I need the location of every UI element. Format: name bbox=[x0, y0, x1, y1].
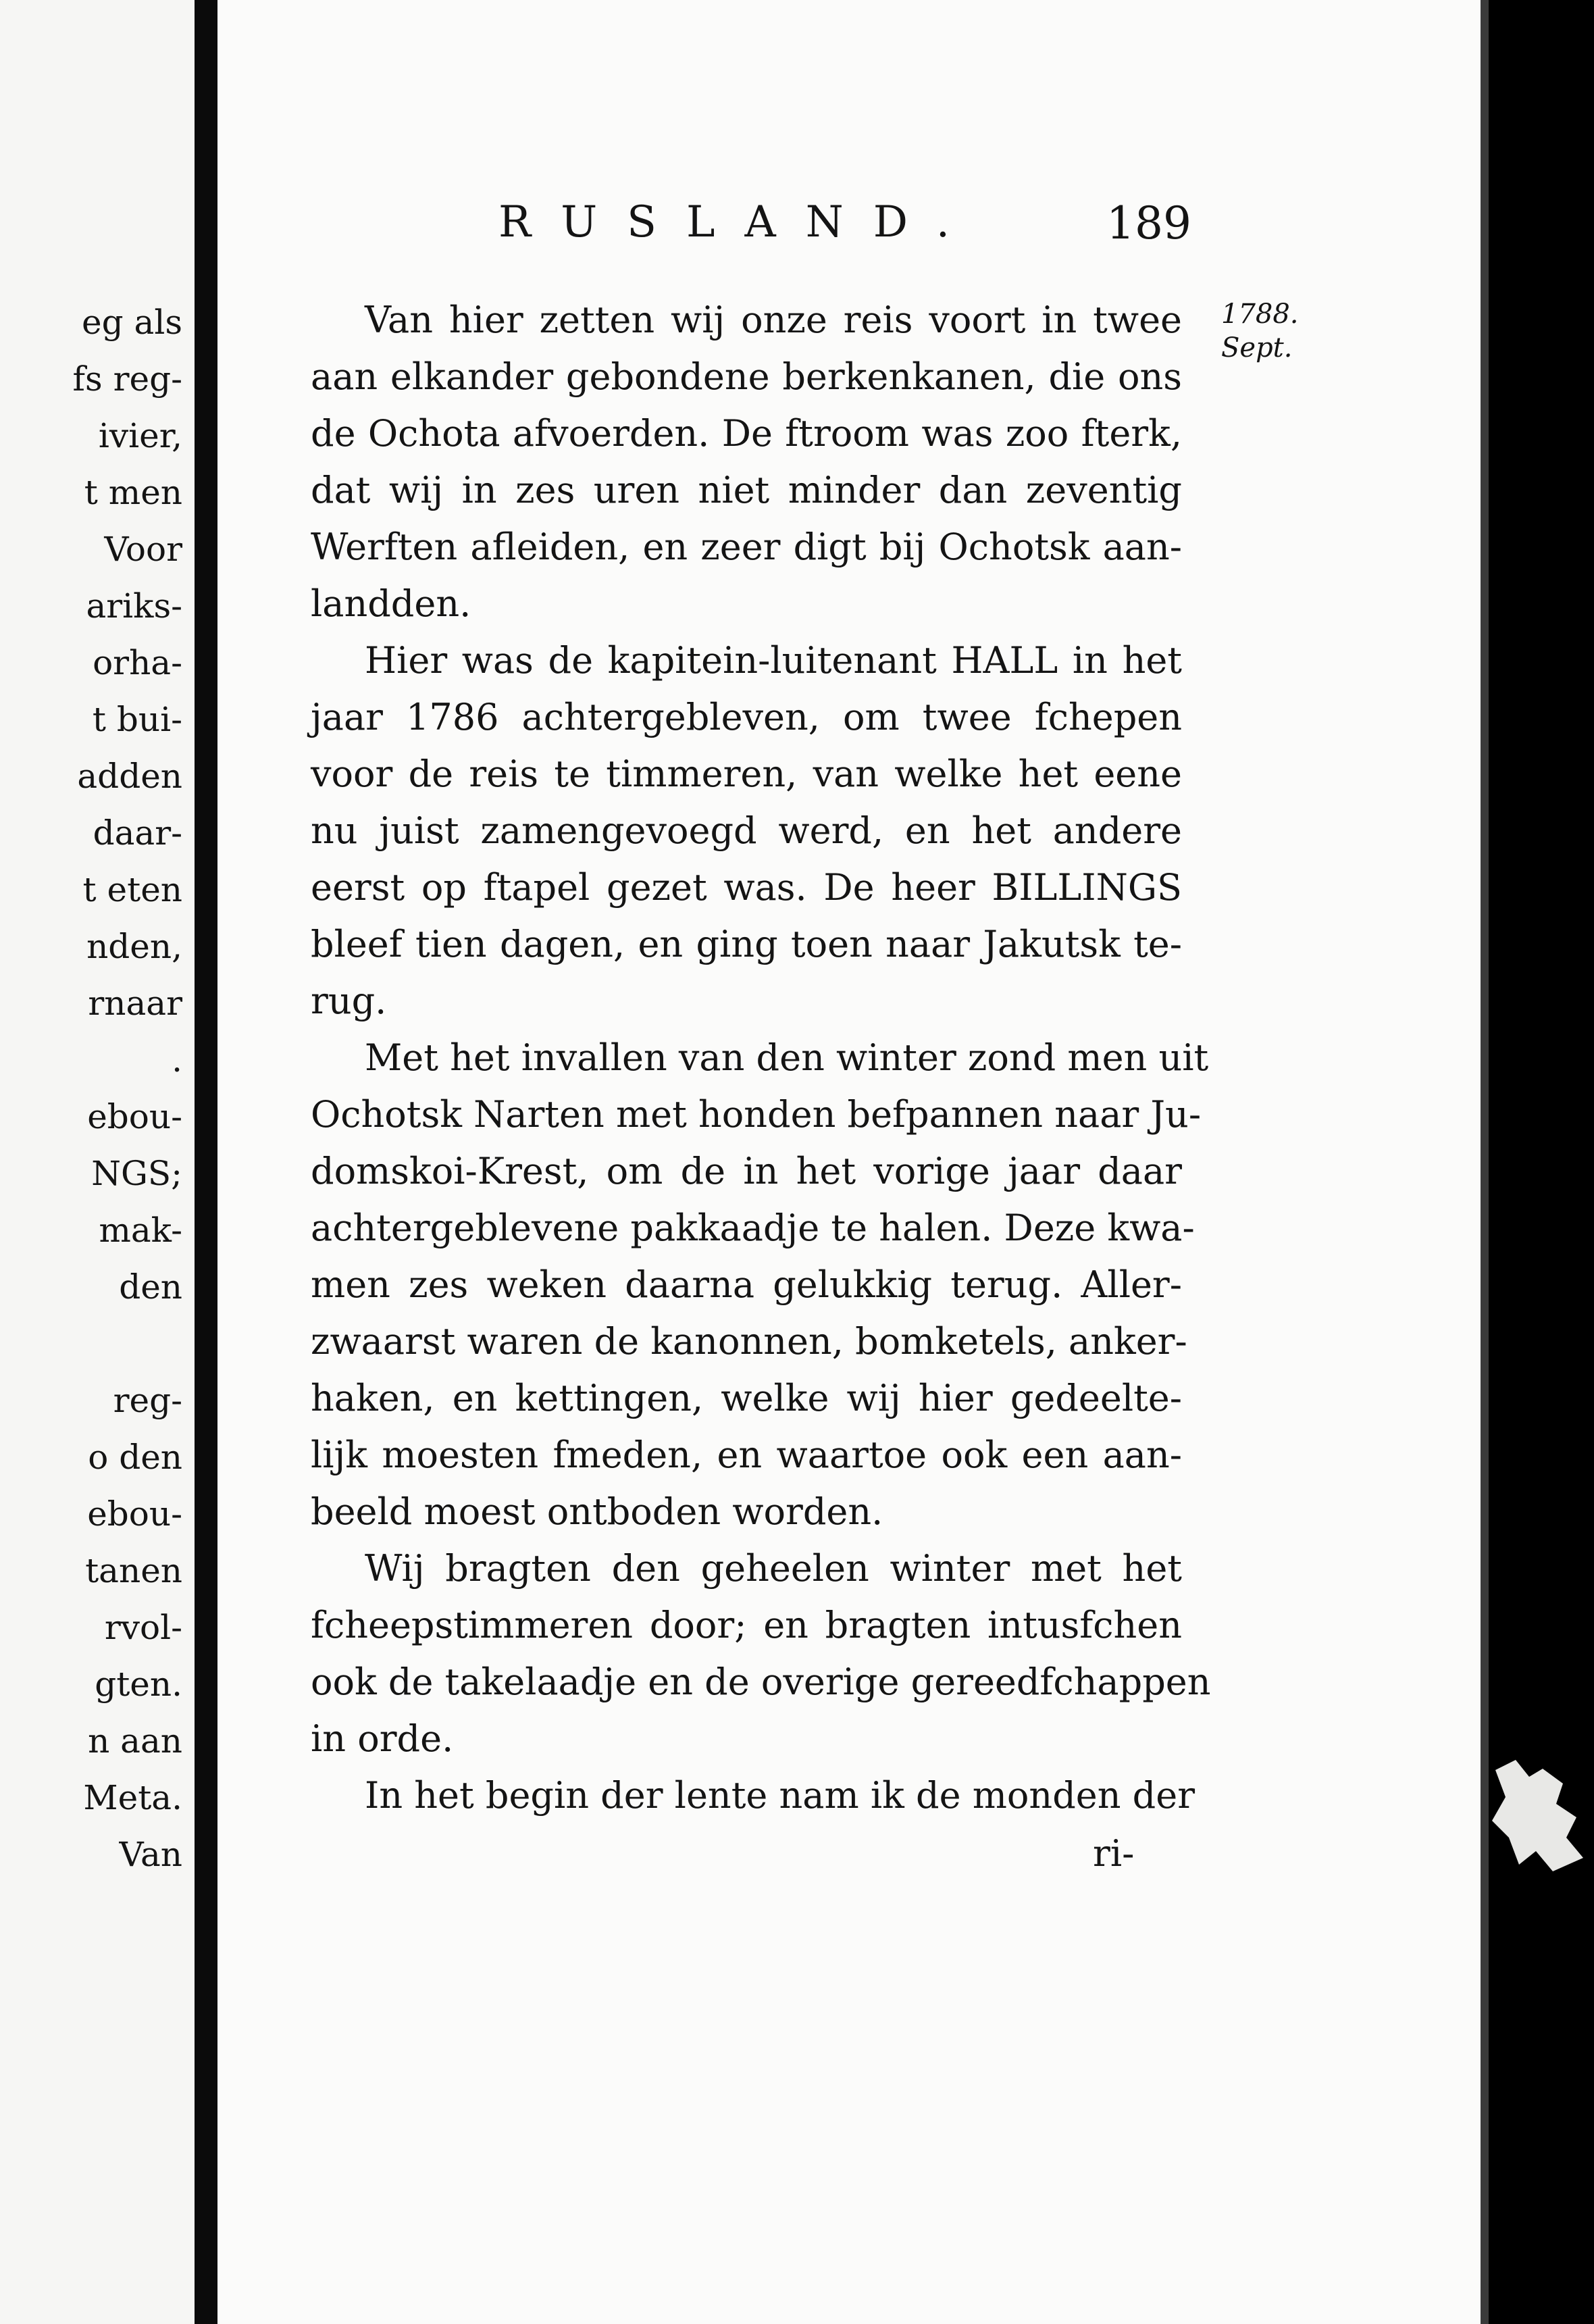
page-number: 189 bbox=[1106, 197, 1191, 249]
prev-page-line: t men bbox=[84, 473, 182, 512]
text-line: rug. bbox=[311, 980, 387, 1022]
text-line: landden. bbox=[311, 582, 471, 625]
text-line: Van hier zetten wij onze reis voort in twee bbox=[365, 299, 1182, 341]
text-line: Werften afleiden, en zeer digt bij Ochotsk aan- bbox=[311, 526, 1182, 568]
text-line: aan elkander gebondene berkenkanen, die ons bbox=[311, 355, 1182, 398]
text-line: Hier was de kapitein-luitenant HALL in het bbox=[365, 639, 1182, 682]
text-line: jaar 1786 achtergebleven, om twee fchepen bbox=[311, 696, 1182, 738]
prev-page-line: Van bbox=[119, 1835, 182, 1874]
text-line: beeld moest ontboden worden. bbox=[311, 1490, 883, 1533]
page-edge-shadow bbox=[1481, 0, 1489, 2324]
text-line: dat wij in zes uren niet minder dan zeventig bbox=[311, 469, 1182, 511]
prev-page-line: mak- bbox=[99, 1211, 182, 1250]
prev-page-line: rnaar bbox=[88, 984, 182, 1023]
prev-page-line: o den bbox=[88, 1438, 182, 1477]
prev-page-line: orha- bbox=[93, 643, 182, 682]
prev-page-line: fs reg- bbox=[72, 359, 182, 399]
prev-page-line: ivier, bbox=[98, 416, 182, 455]
text-line: ook de takelaadje en de overige gereedfchappen bbox=[311, 1661, 1211, 1703]
margin-date-note bbox=[1221, 297, 1299, 365]
text-line: Wij bragten den geheelen winter met het bbox=[365, 1547, 1182, 1590]
running-title: RUSLAND. bbox=[498, 197, 980, 247]
text-line: bleef tien dagen, en ging toen naar Jakutsk te- bbox=[311, 923, 1182, 965]
prev-page-line: Voor bbox=[104, 530, 182, 569]
prev-page-line: t bui- bbox=[92, 700, 182, 739]
prev-page-line: rvol- bbox=[104, 1608, 182, 1647]
body-text bbox=[311, 292, 1211, 1824]
prev-page-line: ebou- bbox=[87, 1097, 182, 1136]
margin-note-year: 1788. bbox=[1221, 299, 1299, 330]
text-line: in orde. bbox=[311, 1717, 454, 1760]
text-line: haken, en kettingen, welke wij hier gedeelte- bbox=[311, 1377, 1182, 1419]
text-line: domskoi-Krest, om de in het vorige jaar daar bbox=[311, 1150, 1182, 1192]
margin-note-month: Sept. bbox=[1221, 332, 1293, 363]
prev-page-line: reg- bbox=[113, 1381, 182, 1420]
prev-page-line: ebou- bbox=[87, 1494, 182, 1534]
text-line: zwaarst waren de kanonnen, bomketels, anker- bbox=[311, 1320, 1187, 1363]
prev-page-line: tanen bbox=[85, 1551, 182, 1590]
prev-page-line: adden bbox=[77, 757, 182, 796]
text-line: achtergeblevene pakkaadje te halen. Deze kwa- bbox=[311, 1207, 1195, 1249]
text-line: de Ochota afvoerden. De ftroom was zoo fterk, bbox=[311, 412, 1182, 455]
prev-page-line: t eten bbox=[82, 870, 182, 909]
torn-paper-fragment bbox=[1489, 1757, 1594, 1878]
prev-page-line: daar- bbox=[93, 813, 182, 853]
prev-page-line: eg als bbox=[82, 303, 182, 342]
prev-page-line: gten. bbox=[95, 1665, 182, 1704]
text-line: lijk moesten fmeden, en waartoe ook een aan- bbox=[311, 1434, 1182, 1476]
previous-page-fragment bbox=[0, 0, 195, 2324]
text-line: eerst op ftapel gezet was. De heer BILLINGS bbox=[311, 866, 1182, 909]
catchword: ri- bbox=[1093, 1832, 1135, 1875]
text-line: Met het invallen van den winter zond men uit bbox=[365, 1036, 1209, 1079]
text-line: men zes weken daarna gelukkig terug. Aller- bbox=[311, 1263, 1182, 1306]
text-line: fcheepstimmeren door; en bragten intusfchen bbox=[311, 1604, 1182, 1646]
prev-page-line: Meta. bbox=[83, 1778, 182, 1817]
prev-page-line: NGS; bbox=[91, 1154, 182, 1193]
prev-page-line: den bbox=[119, 1267, 182, 1307]
text-line: In het begin der lente nam ik de monden der bbox=[365, 1774, 1196, 1817]
text-line: voor de reis te timmeren, van welke het eene bbox=[311, 753, 1182, 795]
prev-page-line: ariks- bbox=[86, 586, 182, 626]
book-gutter bbox=[195, 0, 217, 2324]
prev-page-line: . bbox=[172, 1040, 182, 1080]
prev-page-line: nden, bbox=[86, 927, 182, 966]
text-line: Ochotsk Narten met honden befpannen naar Ju- bbox=[311, 1093, 1202, 1136]
text-line: nu juist zamengevoegd werd, en het andere bbox=[311, 809, 1182, 852]
running-head bbox=[284, 197, 1189, 258]
prev-page-line: n aan bbox=[88, 1721, 182, 1761]
